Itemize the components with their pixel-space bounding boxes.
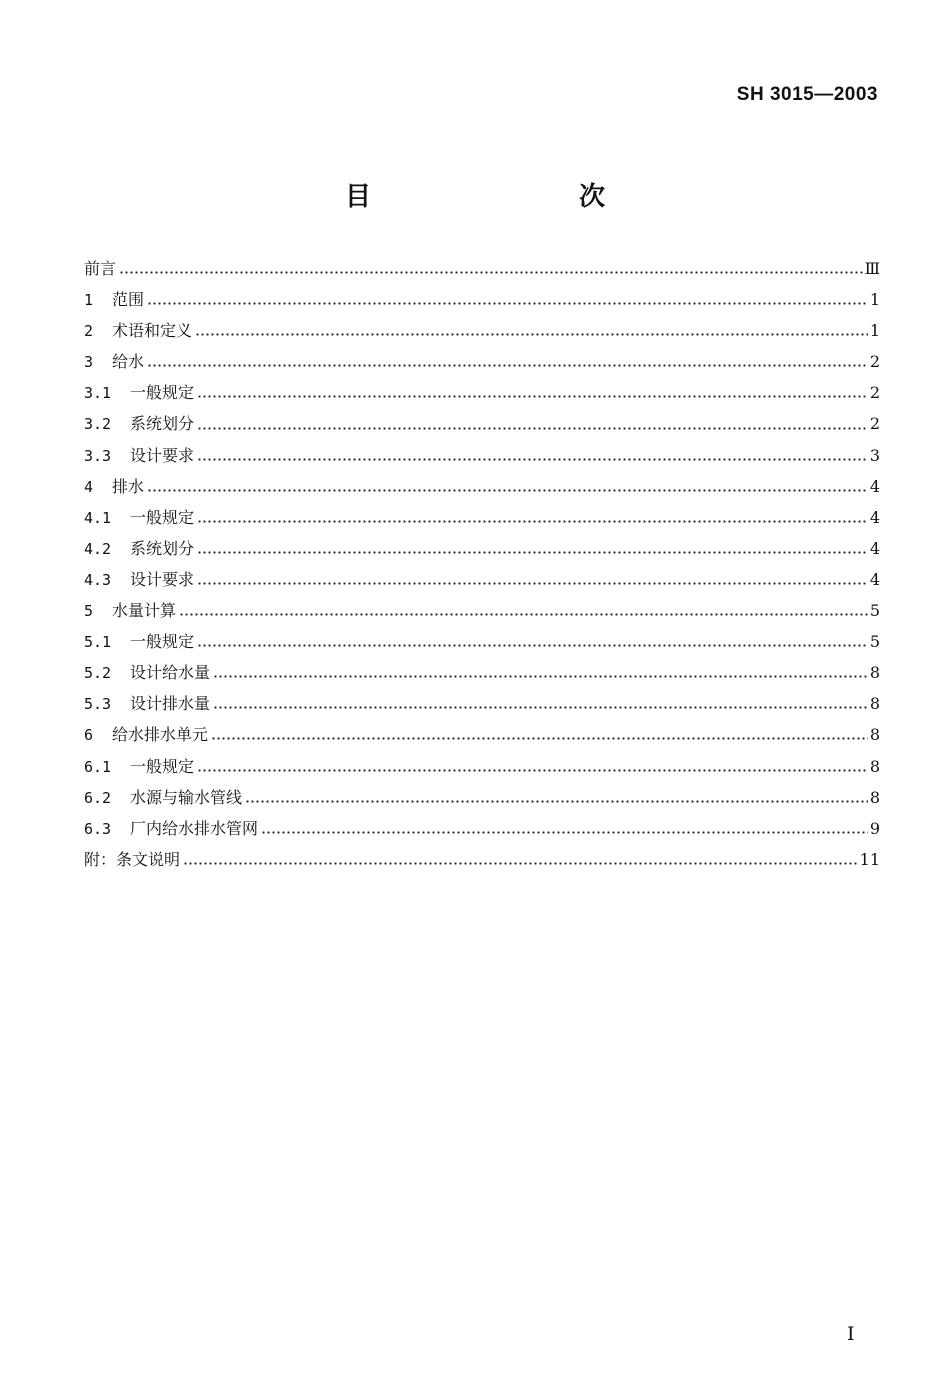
- toc-entry-number: 6.2: [84, 788, 112, 807]
- toc-entry[interactable]: [84, 813, 880, 844]
- toc-entry-number: 5.2: [84, 664, 112, 683]
- toc-leader-dots: [197, 458, 868, 461]
- toc-entry[interactable]: [84, 719, 880, 750]
- toc-entry-label: 系统划分: [130, 538, 195, 558]
- toc-entry-page: 8: [869, 756, 880, 776]
- toc-entry-page: Ⅲ: [864, 259, 880, 278]
- toc-entry-page: 8: [869, 694, 880, 714]
- toc-leader-dots: [213, 706, 868, 709]
- toc-entry-page: 2: [869, 352, 880, 372]
- toc-entry-label: 系统划分: [130, 414, 195, 434]
- toc-entry-number: 4.1: [84, 508, 112, 527]
- toc-entry-label: 设计要求: [130, 445, 195, 465]
- toc-entry-page: 4: [869, 569, 880, 589]
- toc-entry-label: 术语和定义: [112, 321, 193, 341]
- toc-leader-dots: [119, 271, 863, 274]
- toc-entry-number: 6: [84, 726, 94, 745]
- toc-entry-label: 一般规定: [130, 383, 195, 403]
- toc-entry-label: 一般规定: [130, 632, 195, 652]
- toc-leader-dots: [245, 800, 868, 803]
- toc-entry[interactable]: [84, 253, 880, 284]
- toc-entry-number: 4.2: [84, 539, 112, 558]
- toc-entry-label: 范围: [112, 290, 145, 310]
- toc-entry[interactable]: [84, 533, 880, 564]
- page-title: 目 次: [344, 182, 657, 212]
- toc-leader-dots: [197, 644, 868, 647]
- toc-entry-number: 5: [84, 602, 94, 621]
- toc-entry-number: 6.1: [84, 757, 112, 776]
- toc-leader-dots: [197, 395, 868, 398]
- toc-entry[interactable]: [84, 284, 880, 315]
- toc-entry-page: 11: [859, 849, 880, 869]
- toc-entry-label: 设计给水量: [130, 663, 211, 683]
- toc-entry-page: 4: [869, 476, 880, 496]
- toc-entry-number: 5.3: [84, 695, 112, 714]
- toc-entry-page: 5: [869, 601, 880, 621]
- toc-entry-page: 4: [869, 538, 880, 558]
- toc-entry-label: 设计要求: [130, 569, 195, 589]
- toc-entry-number: 4.3: [84, 570, 112, 589]
- toc-entry[interactable]: [84, 626, 880, 657]
- toc-entry-label: 附：条文说明: [84, 849, 181, 869]
- toc-entry-page: 2: [869, 414, 880, 434]
- toc-entry-page: 1: [869, 290, 880, 310]
- toc-entry[interactable]: [84, 440, 880, 471]
- toc-entry[interactable]: [84, 377, 880, 408]
- toc-entry-page: 4: [869, 507, 880, 527]
- toc-entry[interactable]: [84, 844, 880, 875]
- toc-entry-label: 给水排水单元: [112, 725, 209, 745]
- toc-entry-page: 5: [869, 632, 880, 652]
- toc-entry-page: 8: [869, 787, 880, 807]
- toc-entry-number: 3.2: [84, 415, 112, 434]
- toc-leader-dots: [197, 427, 868, 430]
- standard-code: SH 3015—2003: [736, 84, 878, 105]
- toc-entry-number: 5.1: [84, 633, 112, 652]
- toc-leader-dots: [197, 582, 868, 585]
- toc-leader-dots: [197, 551, 868, 554]
- toc-entry[interactable]: [84, 346, 880, 377]
- toc-entry-number: 6.3: [84, 819, 112, 838]
- toc-leader-dots: [183, 862, 858, 865]
- toc-entry[interactable]: [84, 471, 880, 502]
- toc-entry[interactable]: [84, 751, 880, 782]
- toc-entry[interactable]: [84, 595, 880, 626]
- toc-entry-page: 8: [869, 725, 880, 745]
- toc-entry-number: 1: [84, 291, 94, 310]
- toc-entry[interactable]: [84, 564, 880, 595]
- toc-entry-number: 2: [84, 322, 94, 341]
- toc-leader-dots: [147, 302, 868, 305]
- toc-leader-dots: [197, 520, 868, 523]
- toc-entry-page: 2: [869, 383, 880, 403]
- page-number: I: [847, 1323, 855, 1345]
- toc-leader-dots: [179, 613, 868, 616]
- toc-entry[interactable]: [84, 408, 880, 439]
- table-of-contents: [84, 253, 880, 875]
- toc-entry[interactable]: [84, 782, 880, 813]
- toc-leader-dots: [195, 333, 868, 336]
- toc-entry-label: 厂内给水排水管网: [130, 818, 259, 838]
- toc-entry-label: 一般规定: [130, 507, 195, 527]
- toc-entry-label: 给水: [112, 352, 145, 372]
- toc-entry-page: 1: [869, 321, 880, 341]
- toc-entry-page: 8: [869, 663, 880, 683]
- toc-leader-dots: [211, 737, 868, 740]
- toc-entry[interactable]: [84, 688, 880, 719]
- toc-entry-page: 3: [869, 445, 880, 465]
- toc-leader-dots: [197, 769, 868, 772]
- toc-entry-label: 水量计算: [112, 601, 177, 621]
- toc-entry-label: 前言: [84, 259, 117, 278]
- toc-leader-dots: [147, 364, 868, 367]
- toc-entry-label: 排水: [112, 476, 145, 496]
- toc-leader-dots: [213, 675, 868, 678]
- toc-entry-page: 9: [869, 818, 880, 838]
- toc-entry[interactable]: [84, 315, 880, 346]
- toc-entry-label: 一般规定: [130, 756, 195, 776]
- toc-entry-number: 4: [84, 477, 94, 496]
- toc-entry-label: 设计排水量: [130, 694, 211, 714]
- toc-leader-dots: [261, 831, 868, 834]
- toc-entry-number: 3.3: [84, 446, 112, 465]
- toc-entry[interactable]: [84, 657, 880, 688]
- toc-entry-number: 3: [84, 353, 94, 372]
- toc-entry-number: 3.1: [84, 384, 112, 403]
- toc-leader-dots: [147, 489, 868, 492]
- toc-entry-label: 水源与输水管线: [130, 787, 243, 807]
- toc-entry[interactable]: [84, 502, 880, 533]
